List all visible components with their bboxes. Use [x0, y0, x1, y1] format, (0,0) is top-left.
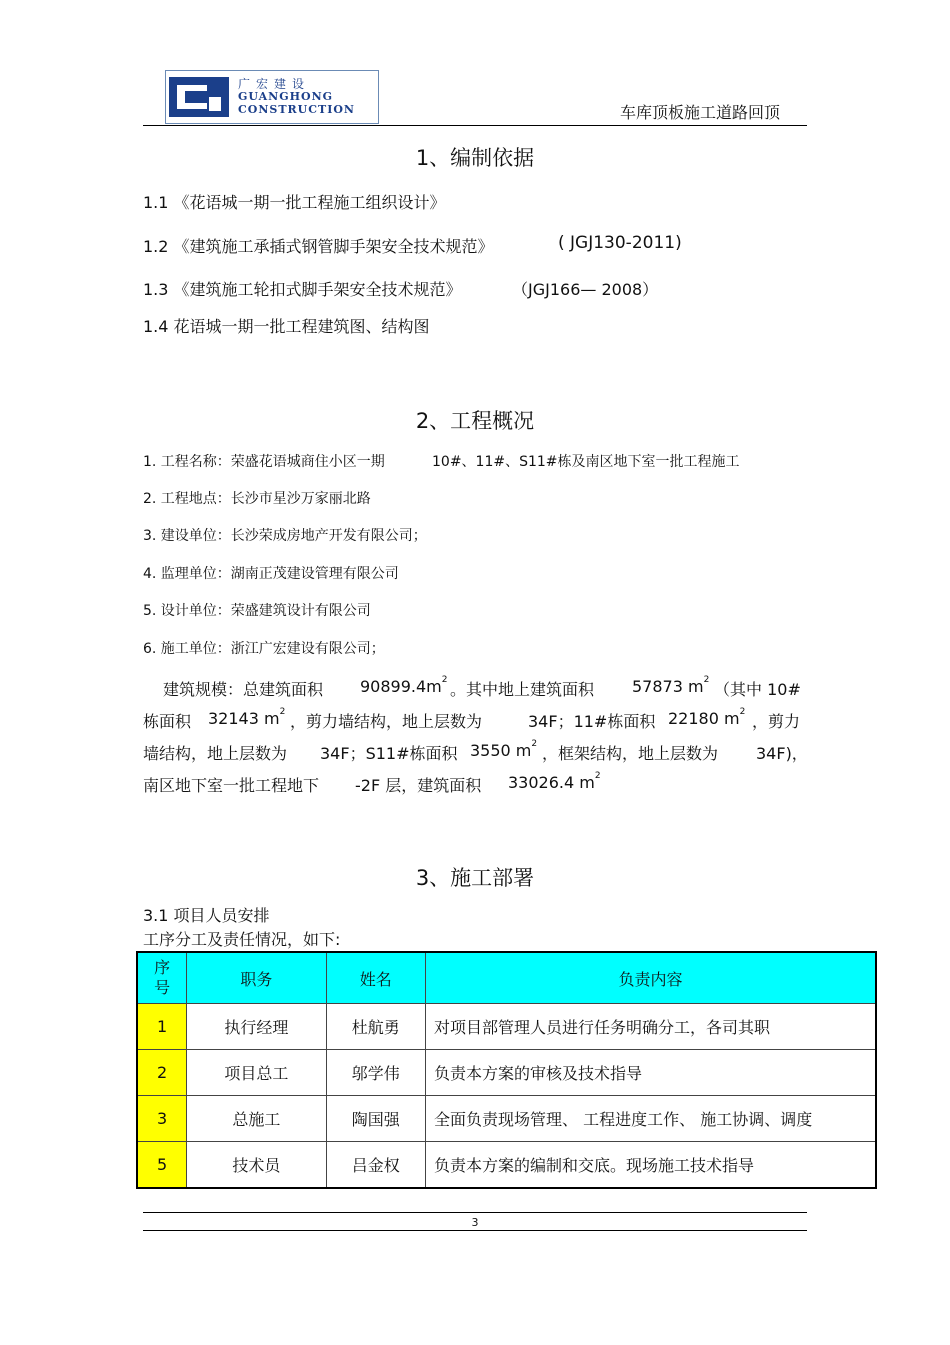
row-seq: 2: [137, 1050, 187, 1096]
row-duty: 负责本方案的编制和交底。现场施工技术指导: [426, 1142, 876, 1189]
table-row: [137, 1142, 876, 1189]
row-position: 总施工: [187, 1096, 326, 1142]
page-number: 3: [471, 1216, 479, 1229]
scale-text-4c: 33026.4 $m^2$: [508, 770, 601, 792]
row-duty: 全面负责现场管理、 工程进度工作、 施工协调、调度: [426, 1096, 876, 1142]
scale-text-4b: -2F 层，建筑面积: [355, 776, 482, 795]
basis-item-3: 1.3 《建筑施工轮扣式脚手架安全技术规范》: [143, 280, 462, 299]
table-row: [137, 1004, 876, 1050]
table-header-row: [137, 952, 876, 1004]
scale-text-1b: $90899.4m^2$: [360, 674, 448, 696]
scale-text-3d: ，框架结构，地上层数为: [542, 744, 719, 763]
scale-text-2f: ，剪力: [752, 712, 801, 731]
basis-item-4: 1.4 花语城一期一批工程建筑图、结构图: [143, 317, 430, 336]
scale-text-1c: 。其中地上建筑面积: [450, 680, 595, 699]
header-position: 职务: [187, 952, 326, 1004]
header-rule: [143, 125, 807, 126]
scale-text-3e: 34F)，: [756, 744, 808, 763]
table-row: [137, 1050, 876, 1096]
header-seq: 序 号: [137, 952, 187, 1004]
table-intro: 工序分工及责任情况，如下:: [143, 930, 341, 949]
row-name: 邬学伟: [326, 1050, 426, 1096]
row-position: 技术员: [187, 1142, 326, 1189]
logo-english-line2: CONSTRUCTION: [238, 103, 355, 116]
scale-text-1e: （其中 10#: [714, 680, 801, 699]
row-position: 项目总工: [187, 1050, 326, 1096]
section2-title: 2、工程概况: [415, 409, 535, 433]
scale-text-3b: 34F；S11#栋面积: [320, 744, 458, 763]
scale-text-2a: 栋面积: [143, 712, 192, 731]
logo-chinese-name: 广宏建设: [238, 77, 311, 91]
logo-english-line1: GUANGHONG: [238, 90, 334, 103]
row-seq: 1: [137, 1004, 187, 1050]
scale-text-2b: 32143 $m^2$: [208, 706, 286, 728]
overview-line-4: 4. 监理单位：湖南正茂建设管理有限公司: [143, 566, 399, 582]
header-name: 姓名: [326, 952, 426, 1004]
basis-item-2-code: ( JGJ130-2011): [558, 233, 682, 253]
basis-item-2: 1.2 《建筑施工承插式钢管脚手架安全技术规范》: [143, 237, 494, 256]
row-name: 杜航勇: [326, 1004, 426, 1050]
overview-line-6: 6. 施工单位：浙江广宏建设有限公司；: [143, 641, 385, 657]
overview-line-1-tail: 10#、11#、S11#栋及南区地下室一批工程施工: [432, 454, 740, 470]
overview-line-3: 3. 建设单位：长沙荣成房地产开发有限公司；: [143, 528, 427, 544]
scale-text-2d: 34F；11#栋面积: [528, 712, 656, 731]
basis-item-1: 1.1 《花语城一期一批工程施工组织设计》: [143, 193, 446, 212]
row-duty: 对项目部管理人员进行任务明确分工，各司其职: [426, 1004, 876, 1050]
basis-item-3-code: （JGJ166— 2008）: [512, 280, 659, 299]
scale-text-1d: 57873 $m^2$: [632, 674, 710, 696]
row-name: 陶国强: [326, 1096, 426, 1142]
scale-text-2e: 22180 $m^2$: [668, 706, 746, 728]
footer-rule-top: [143, 1212, 807, 1213]
overview-line-2: 2. 工程地点：长沙市星沙万家丽北路: [143, 491, 371, 507]
row-seq: 3: [137, 1096, 187, 1142]
header-duty: 负责内容: [426, 952, 876, 1004]
staff-table: [136, 951, 877, 1189]
row-position: 执行经理: [187, 1004, 326, 1050]
scale-text-3a: 墙结构，地上层数为: [143, 744, 288, 763]
table-row: [137, 1096, 876, 1142]
document-header-title: 车库顶板施工道路回顶: [619, 103, 780, 122]
section3-subtitle: 3.1 项目人员安排: [143, 906, 270, 925]
footer-rule-bottom: [143, 1230, 807, 1231]
section3-title: 3、施工部署: [415, 866, 535, 890]
row-seq: 5: [137, 1142, 187, 1189]
logo-mark-icon: [169, 77, 229, 117]
scale-text-2c: ，剪力墙结构，地上层数为: [290, 712, 483, 731]
scale-text-4a: 南区地下室一批工程地下: [143, 776, 320, 795]
overview-line-5: 5. 设计单位：荣盛建筑设计有限公司: [143, 603, 371, 619]
overview-line-1: 1. 工程名称：荣盛花语城商住小区一期: [143, 454, 385, 470]
row-name: 吕金权: [326, 1142, 426, 1189]
section1-title: 1、编制依据: [415, 146, 535, 170]
company-logo: [165, 70, 379, 124]
scale-text-1a: 建筑规模：总建筑面积: [163, 680, 324, 699]
row-duty: 负责本方案的审核及技术指导: [426, 1050, 876, 1096]
scale-text-3c: 3550 $m^2$: [470, 738, 538, 760]
